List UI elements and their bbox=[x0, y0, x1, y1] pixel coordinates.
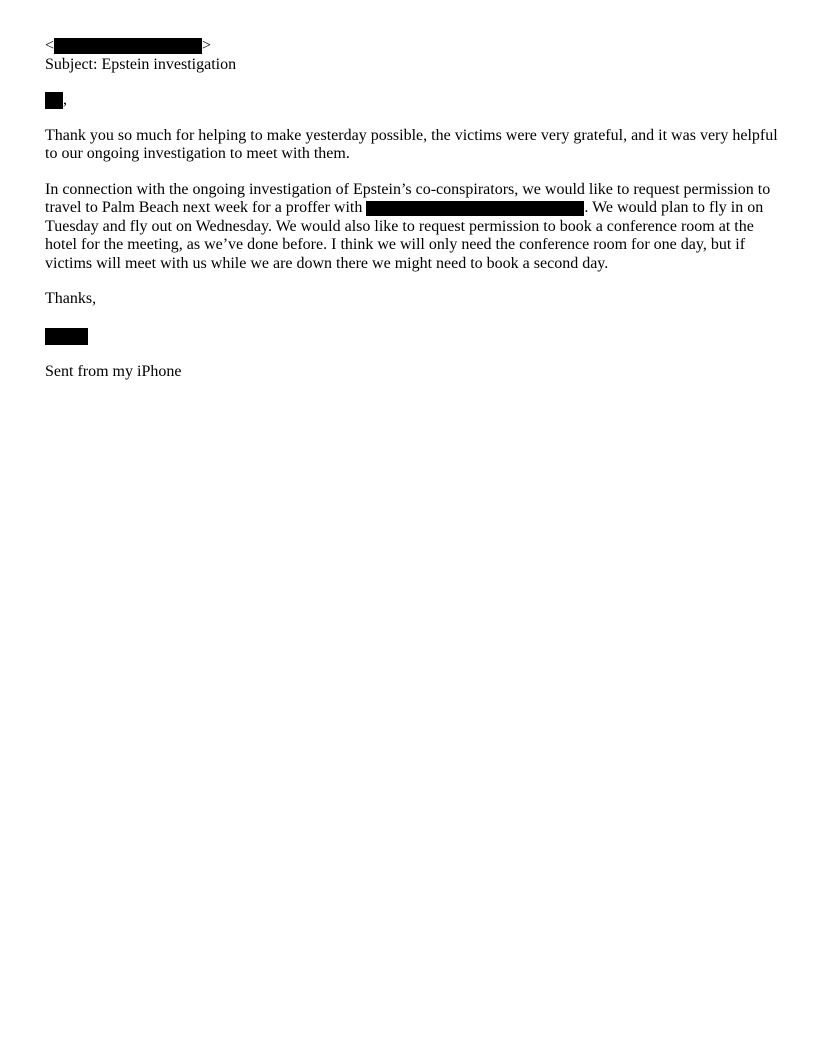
redacted-sender-email bbox=[54, 38, 202, 54]
greeting-comma: , bbox=[63, 91, 67, 108]
redacted-recipient-name bbox=[45, 92, 63, 109]
sender-open-bracket: < bbox=[45, 37, 55, 54]
sender-line bbox=[45, 37, 780, 56]
redacted-proffer-party bbox=[366, 201, 584, 216]
redacted-signature bbox=[45, 328, 88, 345]
paragraph-2-text-end: . We would plan to fly in on Tuesday and fly out on Wednesday. We would also like to request permission to book a conference room at the hotel for the meeting, as we’ve done before. I think we will only need the conference room for one day, but if victims will meet with us while we are down there we might need to book a second day. bbox=[45, 199, 764, 272]
body-paragraph-2 bbox=[45, 181, 780, 274]
sender-close-bracket: > bbox=[202, 37, 212, 54]
paragraph-2-text-start: In connection with the ongoing investigation of Epstein’s co-conspirators, we would like to request permission to travel to Palm Beach next week for a proffer with bbox=[45, 180, 771, 216]
sent-from-footer: Sent from my iPhone bbox=[45, 363, 182, 380]
signature-line bbox=[45, 328, 780, 347]
body-paragraph-1: Thank you so much for helping to make yesterday possible, the victims were very grateful, and it was very helpful to our ongoing investigation to meet with them. bbox=[45, 126, 778, 162]
greeting-line bbox=[45, 91, 780, 110]
email-document bbox=[45, 37, 780, 382]
subject-line: Subject: Epstein investigation bbox=[45, 55, 237, 73]
closing-line: Thanks, bbox=[45, 290, 97, 307]
